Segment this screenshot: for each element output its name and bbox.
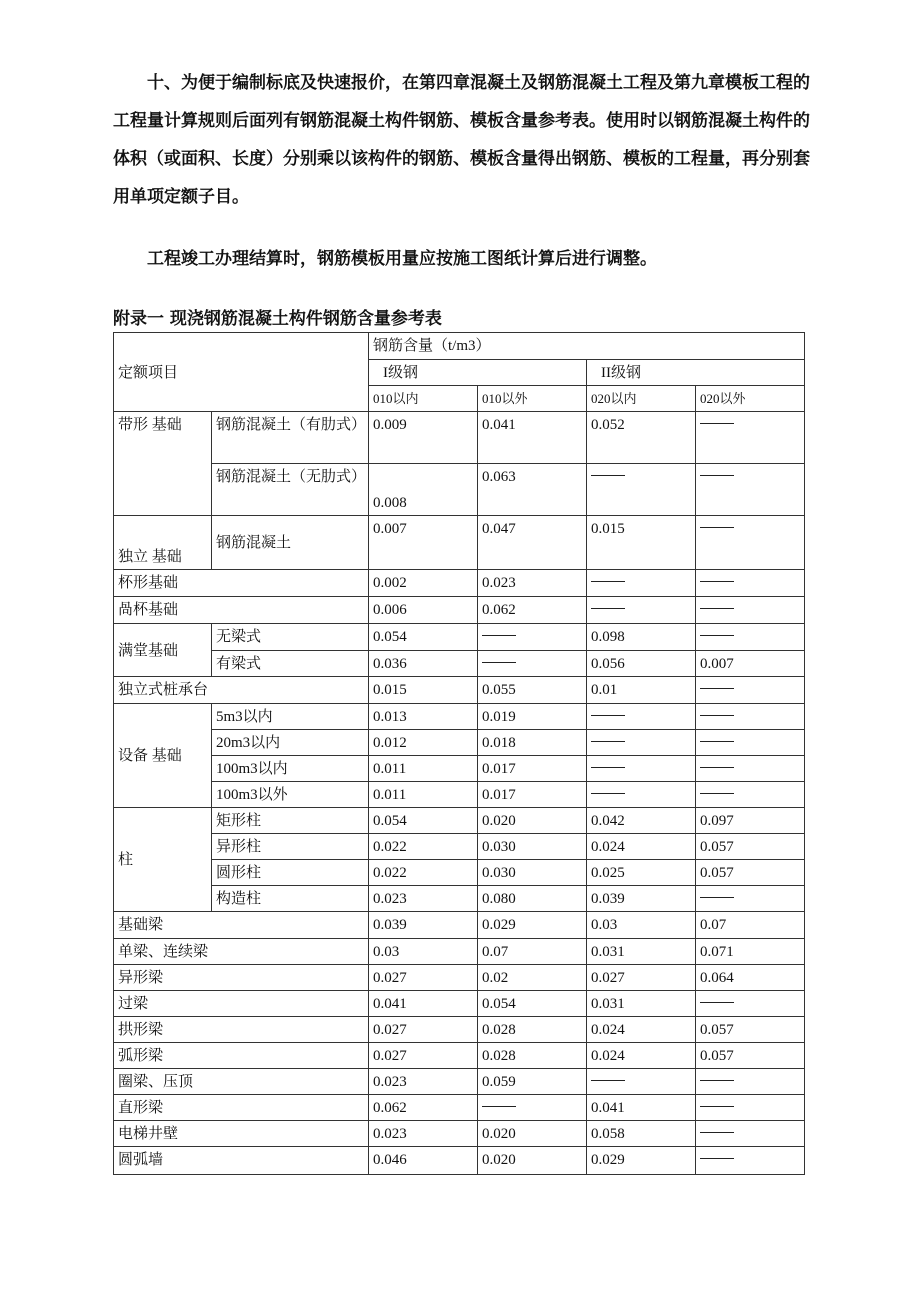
value-cell: 0.052 [587, 412, 696, 464]
value-cell: 0.030 [478, 834, 587, 860]
value-cell [587, 464, 696, 516]
value-cell: 0.015 [369, 677, 478, 704]
table-row [114, 1043, 805, 1069]
row-item: 柱 [114, 808, 212, 912]
value-cell [696, 516, 805, 570]
row-subitem: 5m3以内 [212, 704, 369, 730]
row-subitem: 100m3以内 [212, 756, 369, 782]
value-cell: 0.030 [478, 860, 587, 886]
table-row [114, 1121, 805, 1147]
empty-dash [700, 1080, 734, 1081]
header-item: 定额项目 [114, 333, 369, 412]
table-row [114, 756, 805, 782]
value-cell [696, 730, 805, 756]
row-item: 满堂基础 [114, 624, 212, 677]
value-cell: 0.006 [369, 597, 478, 624]
value-cell: 0.054 [369, 624, 478, 651]
intro-paragraph: 十、为便于编制标底及快速报价，在第四章混凝土及钢筋混凝土工程及第九章模板工程的工程量计算规则后面列有钢筋混凝土构件钢筋、模板含量参考表。使用时以钢筋混凝土构件的体积（或面积、长度）分别乘以该构件的钢筋、模板含量得出钢筋、模板的工程量，再分别套用单项定额子目。 [113, 73, 810, 207]
row-item: 单梁、连续梁 [114, 939, 369, 965]
empty-dash [700, 527, 734, 528]
value-cell [696, 1069, 805, 1095]
value-cell: 0.02 [478, 965, 587, 991]
header-col: 010以外 [478, 386, 587, 412]
value-cell: 0.057 [696, 834, 805, 860]
value-cell: 0.023 [369, 1069, 478, 1095]
table-row [114, 1069, 805, 1095]
table-row [114, 886, 805, 912]
header-col: 020以内 [587, 386, 696, 412]
value-cell: 0.024 [587, 834, 696, 860]
empty-dash [700, 767, 734, 768]
table-row [114, 834, 805, 860]
value-cell: 0.027 [369, 1043, 478, 1069]
value-cell: 0.031 [587, 991, 696, 1017]
value-cell: 0.03 [587, 912, 696, 939]
table-row [114, 570, 805, 597]
row-item: 电梯井壁 [114, 1121, 369, 1147]
value-cell: 0.046 [369, 1147, 478, 1175]
value-cell [696, 412, 805, 464]
value-cell: 0.03 [369, 939, 478, 965]
row-item: 设备 基础 [114, 704, 212, 808]
empty-dash [700, 1158, 734, 1159]
table-row [114, 412, 805, 464]
value-cell: 0.027 [369, 965, 478, 991]
table-caption: 附录一 现浇钢筋混凝土构件钢筋含量参考表 [113, 309, 442, 329]
value-cell: 0.055 [478, 677, 587, 704]
value-cell: 0.022 [369, 834, 478, 860]
value-cell [478, 624, 587, 651]
value-cell: 0.062 [478, 597, 587, 624]
value-cell: 0.019 [478, 704, 587, 730]
value-cell: 0.07 [478, 939, 587, 965]
value-cell [696, 1147, 805, 1175]
table-row [114, 939, 805, 965]
value-cell: 0.080 [478, 886, 587, 912]
table-row [114, 965, 805, 991]
value-cell: 0.059 [478, 1069, 587, 1095]
row-subitem: 有梁式 [212, 651, 369, 677]
value-cell [478, 1095, 587, 1121]
value-cell: 0.007 [696, 651, 805, 677]
empty-dash [700, 608, 734, 609]
value-cell: 0.063 [478, 464, 587, 516]
value-cell: 0.017 [478, 756, 587, 782]
header-steel-content: 钢筋含量（t/m3） [369, 333, 805, 360]
value-cell: 0.01 [587, 677, 696, 704]
value-cell: 0.007 [369, 516, 478, 570]
value-cell: 0.07 [696, 912, 805, 939]
row-item: 弧形梁 [114, 1043, 369, 1069]
value-cell: 0.041 [369, 991, 478, 1017]
value-cell: 0.013 [369, 704, 478, 730]
table-row [114, 808, 805, 834]
value-cell [587, 756, 696, 782]
value-cell: 0.041 [587, 1095, 696, 1121]
value-cell [587, 782, 696, 808]
value-cell: 0.057 [696, 1017, 805, 1043]
value-cell: 0.041 [478, 412, 587, 464]
value-cell [587, 730, 696, 756]
value-cell: 0.027 [587, 965, 696, 991]
value-cell: 0.022 [369, 860, 478, 886]
value-cell: 0.098 [587, 624, 696, 651]
value-cell: 0.027 [369, 1017, 478, 1043]
value-cell [696, 991, 805, 1017]
value-cell: 0.097 [696, 808, 805, 834]
empty-dash [591, 608, 625, 609]
row-item: 异形梁 [114, 965, 369, 991]
header-grade1: I级钢 [369, 360, 587, 386]
empty-dash [591, 475, 625, 476]
value-cell: 0.008 [369, 464, 478, 516]
value-cell: 0.024 [587, 1017, 696, 1043]
value-cell: 0.002 [369, 570, 478, 597]
value-cell: 0.023 [478, 570, 587, 597]
header-grade2: II级钢 [587, 360, 805, 386]
table-body [114, 333, 805, 1175]
empty-dash [700, 897, 734, 898]
value-cell [587, 570, 696, 597]
table-row [114, 1095, 805, 1121]
value-cell [696, 704, 805, 730]
table-row [114, 782, 805, 808]
value-cell: 0.057 [696, 1043, 805, 1069]
value-cell: 0.012 [369, 730, 478, 756]
value-cell: 0.020 [478, 1147, 587, 1175]
row-subitem: 无梁式 [212, 624, 369, 651]
empty-dash [591, 1080, 625, 1081]
table-row [114, 912, 805, 939]
value-cell [696, 1121, 805, 1147]
table-row [114, 1147, 805, 1175]
table-row [114, 651, 805, 677]
empty-dash [482, 662, 516, 663]
table-row [114, 516, 805, 570]
value-cell: 0.056 [587, 651, 696, 677]
row-subitem: 构造柱 [212, 886, 369, 912]
value-cell [696, 756, 805, 782]
empty-dash [591, 741, 625, 742]
value-cell: 0.023 [369, 886, 478, 912]
row-subitem: 钢筋混凝土（无肋式） [212, 464, 369, 516]
header-col: 010以内 [369, 386, 478, 412]
empty-dash [700, 793, 734, 794]
row-subitem: 矩形柱 [212, 808, 369, 834]
value-cell: 0.062 [369, 1095, 478, 1121]
empty-dash [700, 1002, 734, 1003]
value-cell: 0.025 [587, 860, 696, 886]
value-cell: 0.036 [369, 651, 478, 677]
row-subitem: 钢筋混凝土 [212, 516, 369, 570]
value-cell: 0.018 [478, 730, 587, 756]
row-item: 独立式桩承台 [114, 677, 369, 704]
empty-dash [700, 741, 734, 742]
table-row [114, 860, 805, 886]
row-item: 圆弧墙 [114, 1147, 369, 1175]
value-cell [696, 1095, 805, 1121]
value-cell: 0.029 [587, 1147, 696, 1175]
table-row [114, 730, 805, 756]
row-subitem: 圆形柱 [212, 860, 369, 886]
settlement-paragraph: 工程竣工办理结算时，钢筋模板用量应按施工图纸计算后进行调整。 [147, 249, 657, 269]
value-cell: 0.020 [478, 808, 587, 834]
empty-dash [482, 635, 516, 636]
row-item: 带形 基础 [114, 412, 212, 516]
value-cell: 0.011 [369, 782, 478, 808]
value-cell: 0.023 [369, 1121, 478, 1147]
value-cell: 0.029 [478, 912, 587, 939]
empty-dash [700, 581, 734, 582]
value-cell: 0.071 [696, 939, 805, 965]
value-cell: 0.017 [478, 782, 587, 808]
empty-dash [591, 767, 625, 768]
value-cell [696, 570, 805, 597]
value-cell: 0.024 [587, 1043, 696, 1069]
value-cell: 0.028 [478, 1043, 587, 1069]
value-cell [587, 597, 696, 624]
value-cell [587, 1069, 696, 1095]
value-cell: 0.039 [587, 886, 696, 912]
row-subitem: 异形柱 [212, 834, 369, 860]
row-subitem: 100m3以外 [212, 782, 369, 808]
empty-dash [700, 715, 734, 716]
value-cell: 0.058 [587, 1121, 696, 1147]
row-item: 杯形基础 [114, 570, 369, 597]
row-item: 独立 基础 [114, 516, 212, 570]
row-subitem: 钢筋混凝土（有肋式） [212, 412, 369, 464]
value-cell: 0.028 [478, 1017, 587, 1043]
value-cell: 0.047 [478, 516, 587, 570]
value-cell: 0.054 [478, 991, 587, 1017]
value-cell: 0.011 [369, 756, 478, 782]
value-cell [696, 782, 805, 808]
empty-dash [700, 1132, 734, 1133]
value-cell: 0.057 [696, 860, 805, 886]
value-cell [696, 624, 805, 651]
empty-dash [591, 581, 625, 582]
table-row [114, 1017, 805, 1043]
table-row [114, 991, 805, 1017]
row-item: 圈梁、压顶 [114, 1069, 369, 1095]
table-row [114, 597, 805, 624]
row-item: 基础梁 [114, 912, 369, 939]
empty-dash [700, 1106, 734, 1107]
row-subitem: 20m3以内 [212, 730, 369, 756]
value-cell [696, 597, 805, 624]
value-cell: 0.054 [369, 808, 478, 834]
header-row [114, 333, 805, 360]
value-cell: 0.031 [587, 939, 696, 965]
steel-content-table [113, 332, 805, 1175]
header-col: 020以外 [696, 386, 805, 412]
value-cell: 0.015 [587, 516, 696, 570]
value-cell: 0.042 [587, 808, 696, 834]
empty-dash [591, 793, 625, 794]
empty-dash [700, 423, 734, 424]
table-row [114, 464, 805, 516]
value-cell [696, 886, 805, 912]
empty-dash [700, 635, 734, 636]
value-cell [587, 704, 696, 730]
table-row [114, 704, 805, 730]
table-row [114, 624, 805, 651]
value-cell: 0.064 [696, 965, 805, 991]
value-cell: 0.039 [369, 912, 478, 939]
value-cell [696, 677, 805, 704]
row-item: 过梁 [114, 991, 369, 1017]
table-row [114, 677, 805, 704]
row-item: 咼杯基础 [114, 597, 369, 624]
empty-dash [482, 1106, 516, 1107]
value-cell [696, 464, 805, 516]
value-cell [478, 651, 587, 677]
value-cell: 0.009 [369, 412, 478, 464]
row-item: 直形梁 [114, 1095, 369, 1121]
empty-dash [591, 715, 625, 716]
empty-dash [700, 688, 734, 689]
value-cell: 0.020 [478, 1121, 587, 1147]
empty-dash [700, 475, 734, 476]
row-item: 拱形梁 [114, 1017, 369, 1043]
